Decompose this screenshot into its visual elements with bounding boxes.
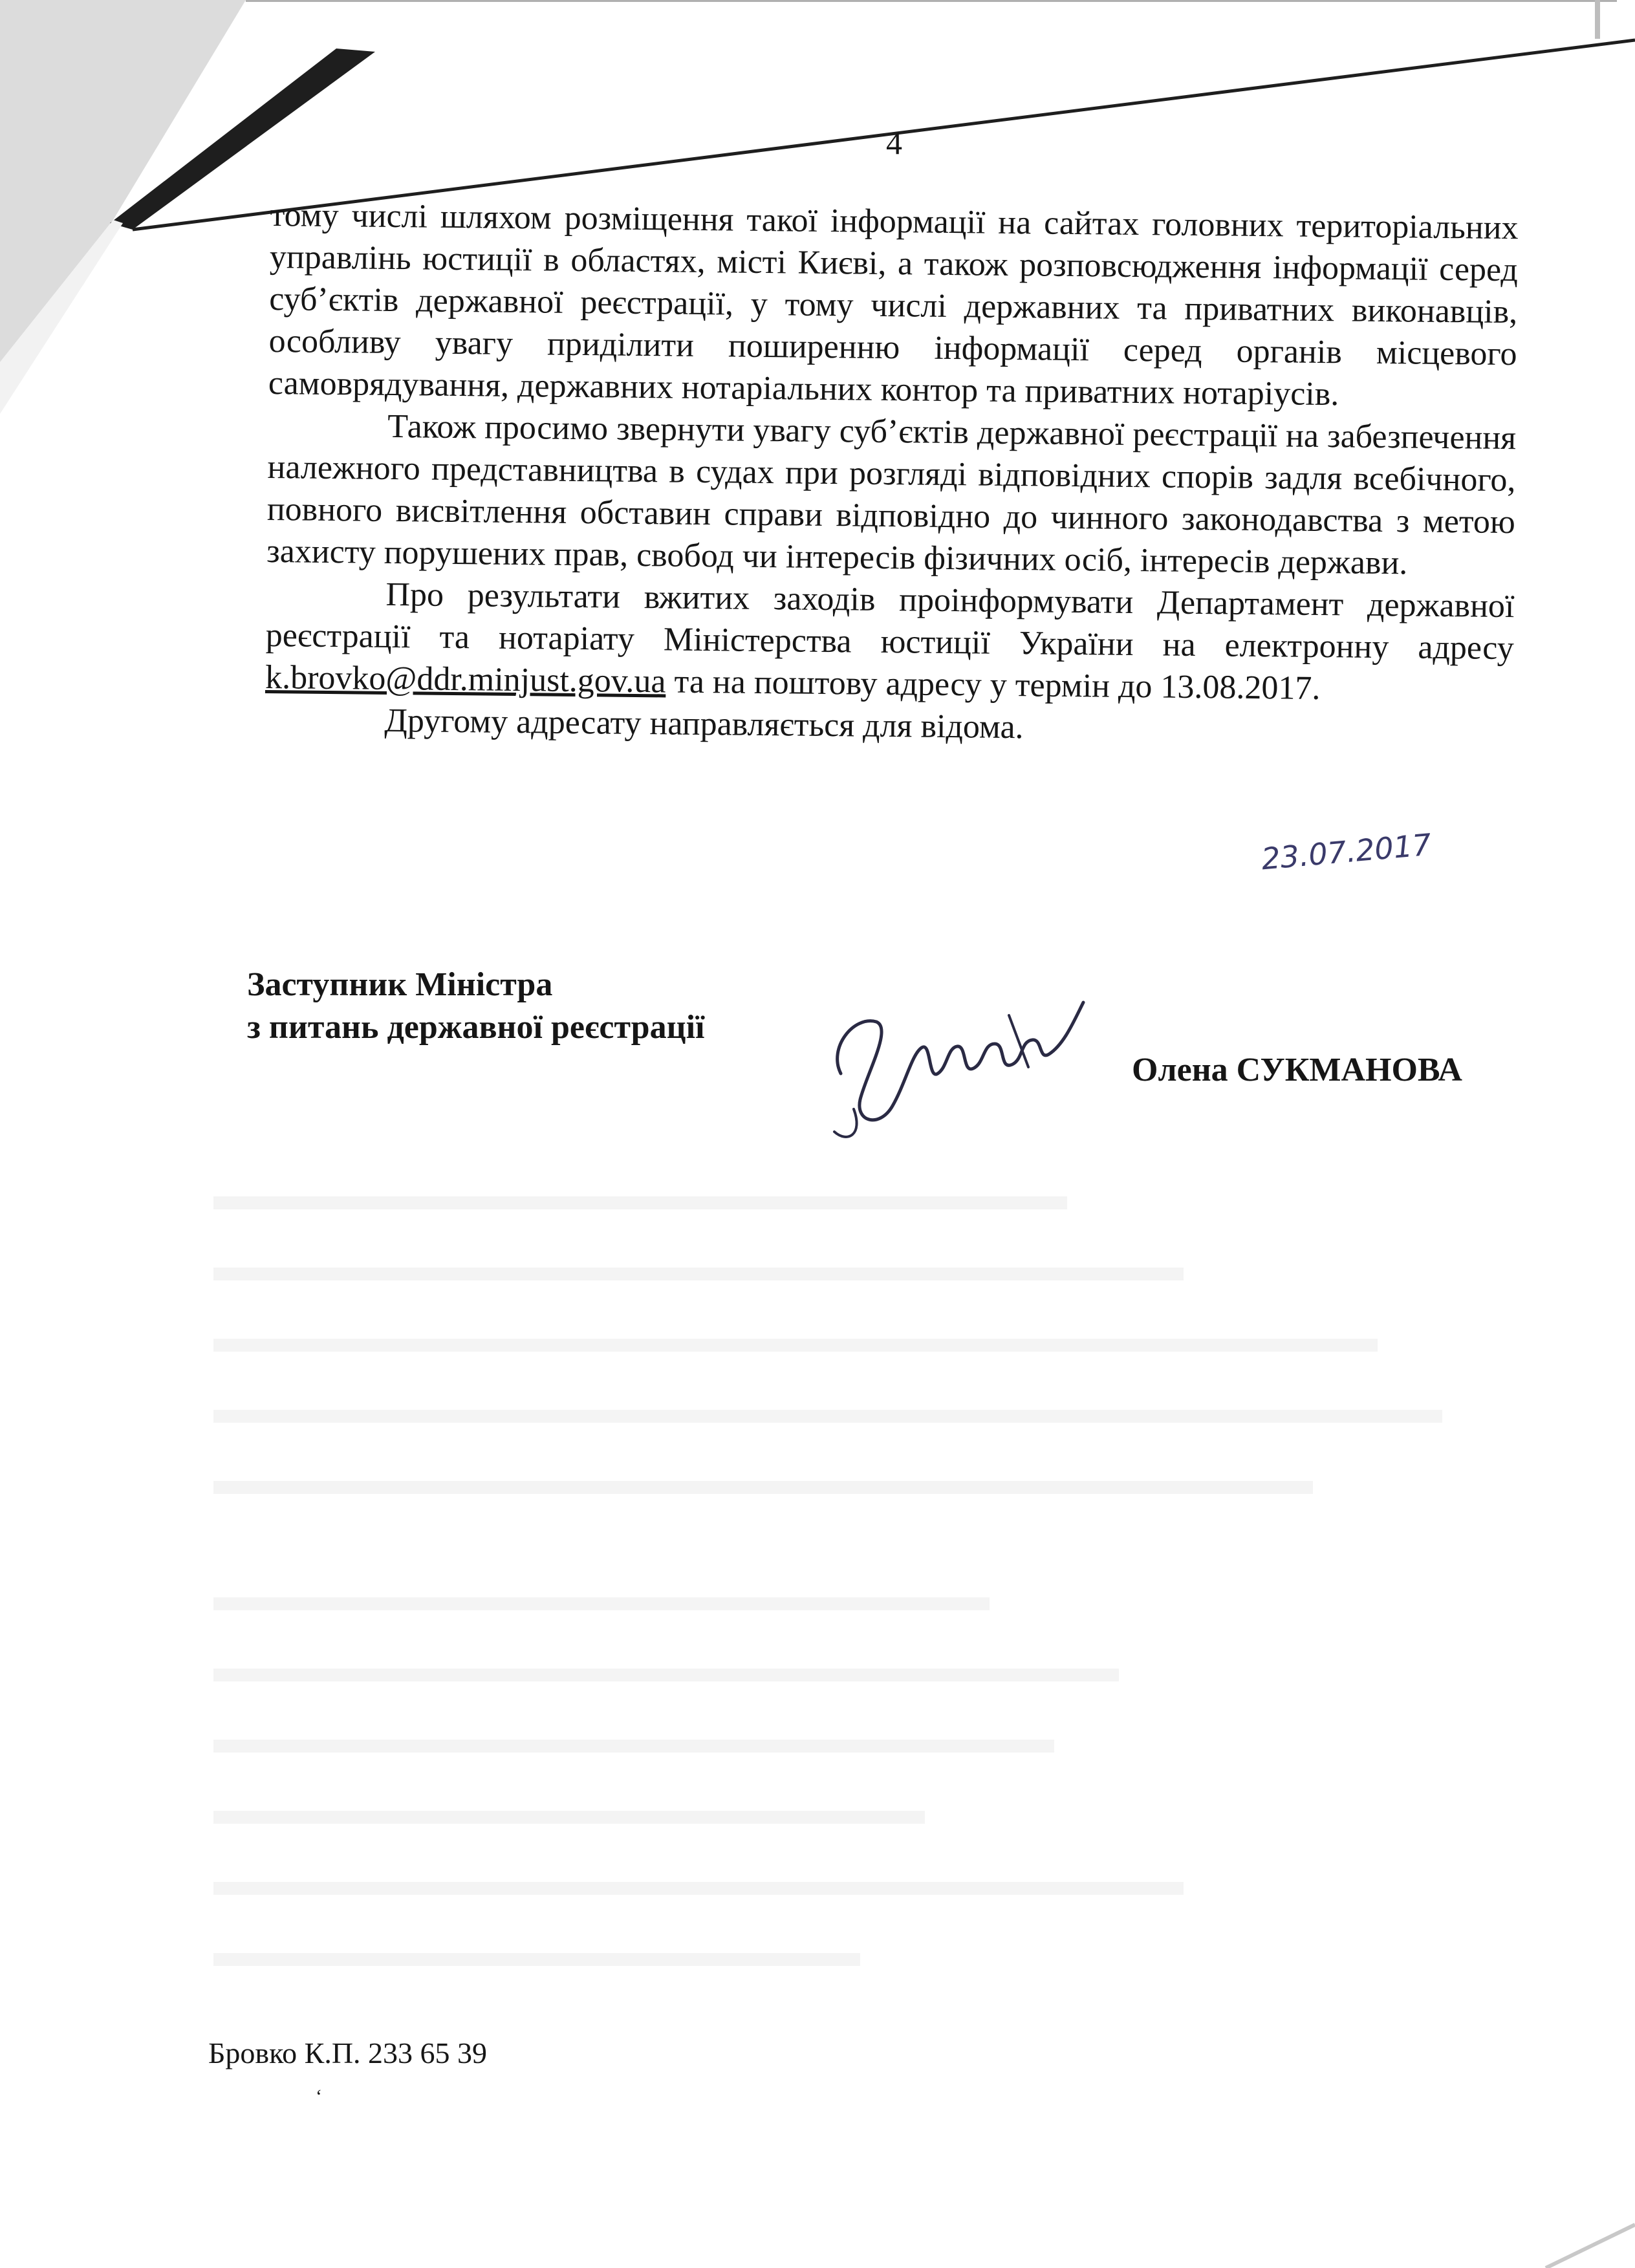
footer-contact: Бровко К.П. 233 65 39 xyxy=(208,2036,488,2069)
body-paragraph-2: Також просимо звернути увагу суб’єктів державної реєстрації на забезпечення належного представництва в судах при розгляді відповідних спорів задля всебічного, повного висвітлення обставин справи відповідно до чинного законодавства з метою захисту порушених прав, свобод чи інтересів фізичних осіб, інтересів держави. xyxy=(266,407,1517,582)
page-number: 4 xyxy=(886,125,902,161)
signatory-name: Олена СУКМАНОВА xyxy=(1132,1052,1462,1088)
letter-body xyxy=(265,194,1519,753)
handwritten-signature xyxy=(815,977,1099,1145)
email-tail: та на поштову адресу у термін до 13.08.2017. xyxy=(674,663,1321,707)
signatory-title xyxy=(247,964,704,1049)
body-paragraph-3 xyxy=(265,572,1515,711)
signatory-title-line-2: з питань державної реєстрації xyxy=(247,1009,705,1046)
handwritten-date: 23.07.2017 xyxy=(1260,826,1433,877)
body-paragraph-1: тому числі шляхом розміщення такої інформації на сайтах головних територіальних управлінь юстиції в областях, місті Києві, а також розповсюдження інформації серед суб’єктів державної реєстрації, у тому числі державних та приватних виконавців, особливу увагу приділити поширенню інформації серед органів місцевого самоврядування, державних нотаріальних контор та приватних нотаріусів. xyxy=(268,196,1519,413)
body-paragraph-3-text: Про результати вжитих заходів проінформувати Департамент державної реєстрації та нотаріату Міністерства юстиції України на електронну адресу xyxy=(265,576,1515,667)
footer-mark: ʻ xyxy=(316,2086,322,2107)
signatory-title-line-1: Заступник Міністра xyxy=(247,966,553,1003)
closing-line: Другому адресату направляється для відома. xyxy=(384,702,1024,746)
email-address: k.brovko@ddr.minjust.gov.ua xyxy=(265,658,666,700)
